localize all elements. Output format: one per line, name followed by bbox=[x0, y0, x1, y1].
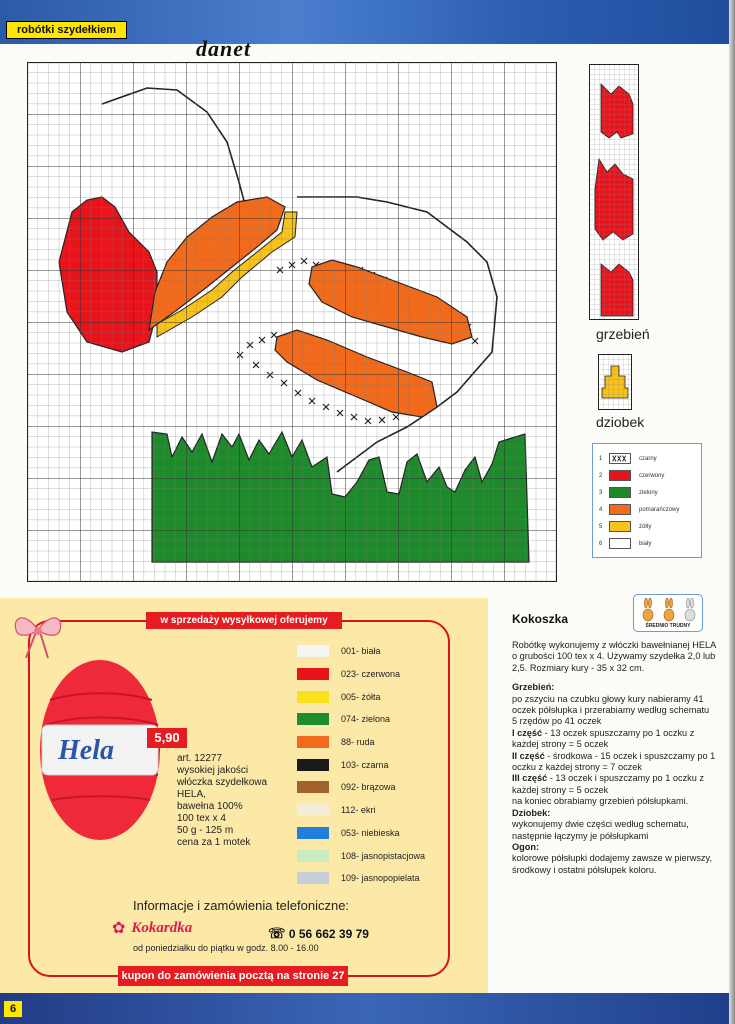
phone-number[interactable]: ☏ 0 56 662 39 79 bbox=[268, 925, 369, 941]
crochet-chart bbox=[27, 62, 557, 582]
comb-chart bbox=[589, 64, 639, 320]
bow-icon bbox=[8, 602, 68, 662]
company-name: ✿ Kokardka bbox=[112, 919, 193, 937]
legend-row: 2 czerwony bbox=[599, 467, 695, 484]
yarn-ball-image bbox=[36, 655, 164, 845]
legend-row: 3 zielony bbox=[599, 484, 695, 501]
order-info: Informacje i zamówienia telefoniczne: bbox=[133, 898, 350, 913]
product-info: art. 12277 wysokiej jakości włóczka szydełkowa HELA, bawełna 100% 100 tex x 4 50 g - 125 m cena za 1 motek bbox=[177, 753, 268, 848]
footer-band bbox=[0, 993, 735, 1024]
offer-title: w sprzedaży wysyłkowej oferujemy bbox=[146, 612, 342, 629]
swatch-row: 053- niebieska bbox=[297, 822, 425, 845]
legend-row: 5 żółty bbox=[599, 518, 695, 535]
opening-hours: od poniedziałku do piątku w godz. 8.00 - 16.00 bbox=[133, 943, 319, 953]
difficulty-badge: ŚREDNIO TRUDNY bbox=[633, 594, 703, 632]
swatch-row: 005- żółta bbox=[297, 685, 425, 708]
legend-row: 6 biały bbox=[599, 535, 695, 552]
legend-row: 1 czarny bbox=[599, 450, 695, 467]
article-body: Robótkę wykonujemy z włóczki bawełnianej HELA o grubości 100 tex x 4. Używamy szydełka 2,0 lub 2,5. Rozmiary kury - 35 x 32 cm. Grzebień: po zszyciu na czubku głowy kury nabieramy 41 oczek półsłupka i przerabiamy według schematu 5 rzędów po 41 oczek I część - 13 oczek spuszczamy po 1 oczku z każdej strony = 5 oczek II część - środkowa - 15 oczek i spuszczamy po 1 oczku z każdej strony = 7 oczek III część - 13 oczek i spuszczamy po 1 oczku z każdej strony = 5 oczek na koniec obrabiamy grzebień półsłupkami. Dziobek: wykonujemy dwie części według schematu, następnie łączymy je półsłupkami Ogon: kolorowe półsłupki dodajemy zawsze w pierwszy, środkowy i ostatni półsłupek koloru. bbox=[512, 640, 716, 875]
swatch-row: 023- czerwona bbox=[297, 663, 425, 686]
coupon-note: kupon do zamówienia pocztą na stronie 27 bbox=[118, 966, 348, 986]
yarn-brand: Hela bbox=[58, 735, 114, 766]
swatch-row: 001- biała bbox=[297, 640, 425, 663]
swatch-row: 092- brązowa bbox=[297, 776, 425, 799]
rabbit-icons bbox=[634, 595, 704, 625]
swatch-row: 112- ekri bbox=[297, 799, 425, 822]
swatch-row: 074- zielona bbox=[297, 708, 425, 731]
color-legend bbox=[592, 443, 702, 558]
beak-label: dziobek bbox=[596, 414, 645, 430]
phone-icon: ☏ bbox=[268, 925, 286, 941]
swatch-row: 88- ruda bbox=[297, 731, 425, 754]
price-badge: 5,90 bbox=[147, 728, 187, 748]
swatch-row: 108- jasnopistacjowa bbox=[297, 844, 425, 867]
swatch-row: 103- czarna bbox=[297, 753, 425, 776]
cross-swatch bbox=[609, 453, 631, 464]
page-spine bbox=[729, 0, 735, 1024]
swatch-row: 109- jasnopopielata bbox=[297, 867, 425, 890]
swatch-list bbox=[297, 640, 425, 890]
section-tag: robótki szydełkiem bbox=[6, 21, 127, 39]
comb-label: grzebień bbox=[596, 326, 650, 342]
beak-chart bbox=[598, 354, 632, 410]
legend-row: 4 pomarańczowy bbox=[599, 501, 695, 518]
brand-logo: danet bbox=[196, 36, 252, 61]
article-title: Kokoszka bbox=[512, 612, 569, 626]
page-number: 6 bbox=[4, 1001, 22, 1017]
small-bow-icon: ✿ bbox=[112, 920, 126, 937]
